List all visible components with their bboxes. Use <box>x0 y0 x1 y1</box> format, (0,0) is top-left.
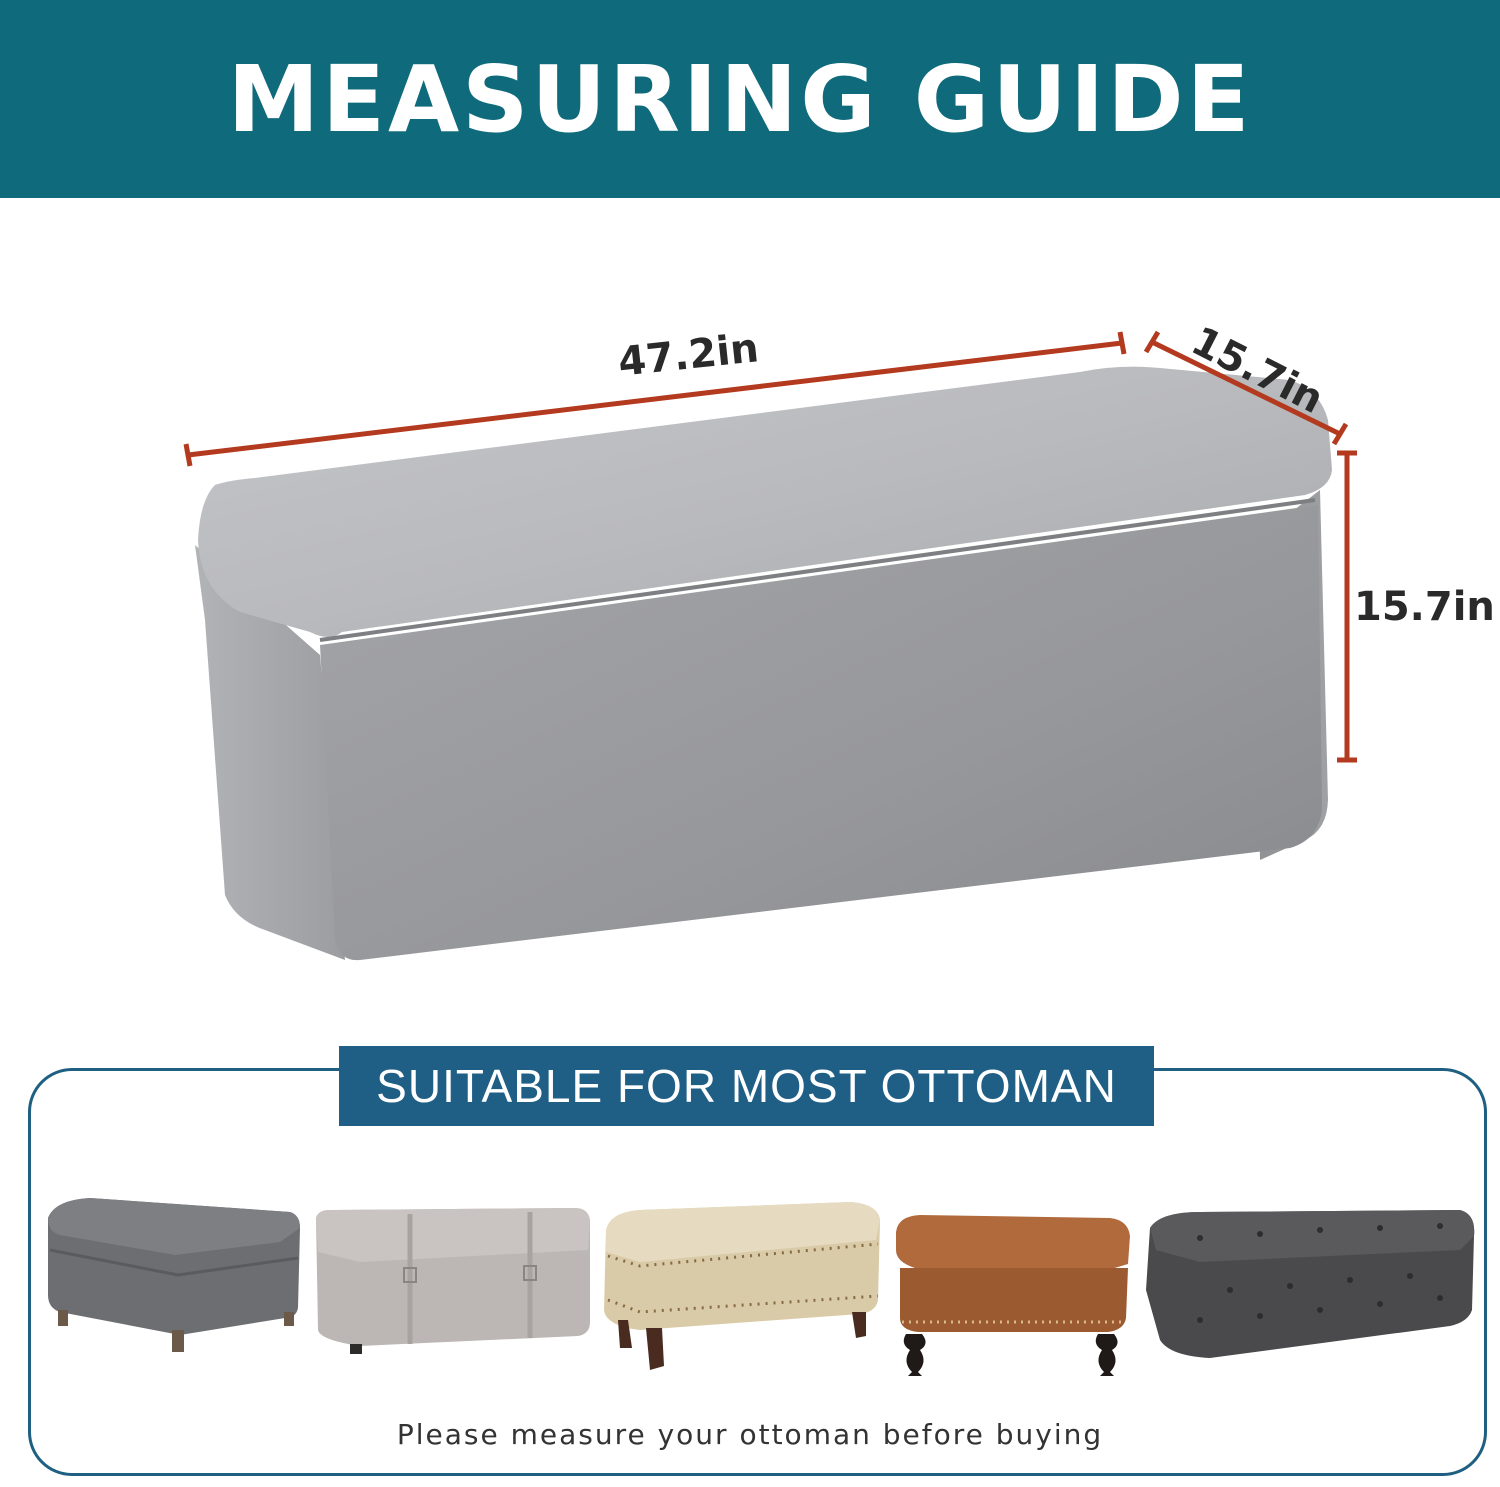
charcoal-tufted-velvet-ottoman-image <box>1146 1210 1474 1358</box>
page-title: MEASURING GUIDE <box>227 45 1253 153</box>
suitable-title: SUITABLE FOR MOST OTTOMAN <box>376 1060 1117 1112</box>
brown-leather-footstool-ottoman-image <box>896 1215 1130 1376</box>
measure-note: Please measure your ottoman before buying <box>396 1418 1104 1451</box>
suitable-banner <box>339 1046 1154 1126</box>
beige-nailhead-bench-ottoman-image <box>604 1202 880 1370</box>
header-band <box>0 0 1500 198</box>
ottoman-thumbnails <box>0 1180 1500 1400</box>
ottoman-hero-illustration <box>0 198 1500 1038</box>
depth-label: 15.7in <box>1184 318 1331 423</box>
light-grey-strapped-storage-ottoman-image <box>316 1208 590 1354</box>
square-grey-linen-ottoman-image <box>48 1198 300 1352</box>
height-label: 15.7in <box>1354 584 1495 630</box>
length-label: 47.2in <box>616 325 761 386</box>
